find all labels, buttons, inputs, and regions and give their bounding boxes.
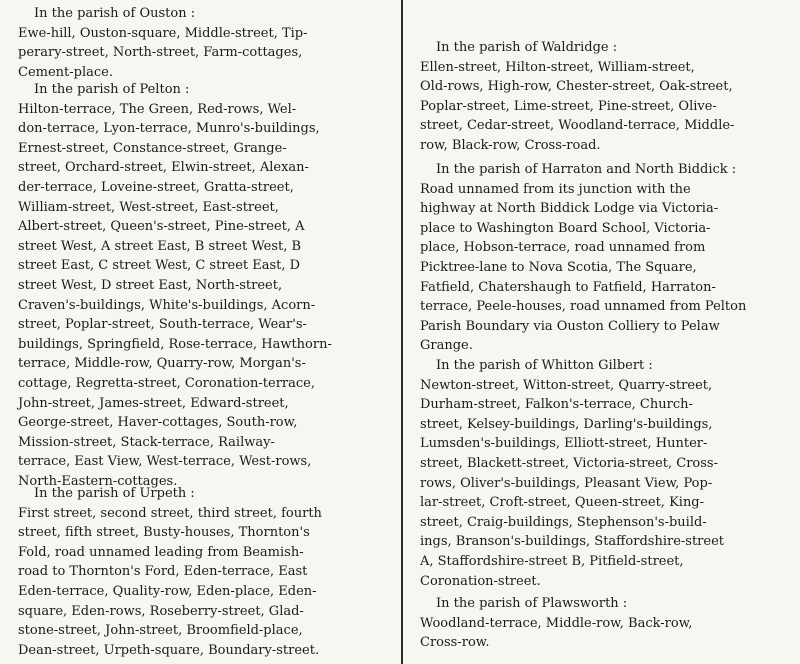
- street-list-line: square, Eden-rows, Roseberry-street, Glad-: [18, 603, 304, 619]
- street-list-line: Newton-street, Witton-street, Quarry-street,: [420, 377, 713, 393]
- street-list-line: North-Eastern-cottages.: [18, 473, 178, 489]
- street-list-line: Ellen-street, Hilton-street, William-street,: [420, 59, 695, 75]
- street-list-line: Road unnamed from its junction with the: [420, 181, 691, 197]
- right-section-2: [416, 160, 786, 356]
- street-list-line: Durham-street, Falkon's-terrace, Church-: [420, 397, 693, 413]
- street-list-line: First street, second street, third street, fourth: [18, 505, 322, 521]
- street-list-line: street, Orchard-street, Elwin-street, Alexan-: [18, 160, 309, 176]
- street-list-line: Picktree-lane to Nova Scotia, The Square,: [420, 259, 697, 275]
- left-section-1: [14, 4, 384, 82]
- right-section-3: [416, 356, 786, 591]
- street-list: [14, 504, 384, 661]
- street-list-line: street, Blackett-street, Victoria-street, Cross-: [420, 455, 718, 471]
- parish-heading: In the parish of Harraton and North Biddick :: [436, 162, 737, 177]
- street-list-line: John-street, James-street, Edward-street,: [18, 395, 289, 411]
- street-list-line: Cement-place.: [18, 64, 113, 80]
- parish-heading: In the parish of Plawsworth :: [436, 596, 628, 611]
- street-list-line: William-street, West-street, East-street,: [18, 199, 279, 215]
- street-list-line: street, Cedar-street, Woodland-terrace, Middle-: [420, 118, 735, 134]
- street-list-line: stone-street, John-street, Broomfield-place,: [18, 623, 303, 639]
- parish-heading: In the parish of Whitton Gilbert :: [436, 358, 653, 373]
- street-list-line: Fatfield, Chatershaugh to Fatfield, Harraton-: [420, 279, 716, 295]
- street-list-line: place to Washington Board School, Victoria-: [420, 220, 711, 236]
- street-list-line: Hilton-terrace, The Green, Red-rows, Wel-: [18, 101, 297, 117]
- parish-heading: In the parish of Ouston :: [34, 6, 196, 21]
- street-list-line: road to Thornton's Ford, Eden-terrace, East: [18, 564, 308, 580]
- street-list-line: street East, C street West, C street East, D: [18, 258, 301, 274]
- street-list-line: street, Kelsey-buildings, Darling's-buildings,: [420, 416, 713, 432]
- street-list-line: Old-rows, High-row, Chester-street, Oak-street,: [420, 79, 733, 95]
- street-list-line: place, Hobson-terrace, road unnamed from: [420, 240, 706, 256]
- right-section-4: [416, 594, 786, 653]
- street-list-line: ings, Branson's-buildings, Staffordshire-street: [420, 534, 725, 550]
- street-list-line: buildings, Springfield, Rose-terrace, Hawthorn-: [18, 336, 332, 352]
- street-list-line: der-terrace, Loveine-street, Gratta-street,: [18, 179, 294, 195]
- street-list-line: street, Poplar-street, South-terrace, Wear's-: [18, 317, 307, 333]
- street-list-line: street, fifth street, Busty-houses, Thornton's: [18, 525, 310, 541]
- street-list: [416, 58, 786, 156]
- street-list-line: lar-street, Croft-street, Queen-street, King-: [420, 495, 705, 511]
- left-section-3: [14, 484, 384, 660]
- street-list-line: row, Black-row, Cross-road.: [420, 137, 601, 153]
- street-list-line: Cross-row.: [420, 635, 490, 651]
- street-list-line: A, Staffordshire-street B, Pitfield-street,: [420, 553, 684, 569]
- street-list-line: Parish Boundary via Ouston Colliery to Pelaw: [420, 318, 720, 334]
- street-list-line: Grange.: [420, 338, 473, 354]
- street-list-line: Craven's-buildings, White's-buildings, Acorn-: [18, 297, 316, 313]
- street-list-line: Eden-terrace, Quality-row, Eden-place, Eden-: [18, 583, 317, 599]
- street-list-line: Ewe-hill, Ouston-square, Middle-street, Tip-: [18, 25, 308, 41]
- street-list-line: street West, A street East, B street West, B: [18, 238, 302, 254]
- street-list-line: Woodland-terrace, Middle-row, Back-row,: [420, 615, 693, 631]
- street-list-line: Fold, road unnamed leading from Beamish-: [18, 544, 304, 560]
- street-list-line: Dean-street, Urpeth-square, Boundary-street.: [18, 642, 320, 658]
- street-list-line: rows, Oliver's-buildings, Pleasant View, Pop-: [420, 475, 713, 491]
- street-list: [416, 376, 786, 592]
- street-list: [14, 100, 384, 492]
- street-list: [416, 180, 786, 356]
- street-list-line: George-street, Haver-cottages, South-row,: [18, 415, 298, 431]
- street-list-line: Lumsden's-buildings, Elliott-street, Hunter-: [420, 436, 708, 452]
- street-list-line: terrace, Middle-row, Quarry-row, Morgan's-: [18, 356, 306, 372]
- street-list-line: highway at North Biddick Lodge via Victoria-: [420, 201, 719, 217]
- left-section-2: [14, 80, 384, 491]
- parish-heading: In the parish of Pelton :: [34, 82, 190, 97]
- parish-heading: In the parish of Urpeth :: [34, 486, 195, 501]
- street-list-line: Albert-street, Queen's-street, Pine-street, A: [18, 219, 305, 235]
- street-list-line: Mission-street, Stack-terrace, Railway-: [18, 434, 275, 450]
- column-divider: [401, 0, 403, 664]
- street-list-line: terrace, East View, West-terrace, West-rows,: [18, 454, 312, 470]
- parish-heading: In the parish of Waldridge :: [436, 40, 618, 55]
- street-list: [14, 24, 384, 83]
- street-list-line: Ernest-street, Constance-street, Grange-: [18, 140, 287, 156]
- street-list-line: Coronation-street.: [420, 573, 541, 589]
- street-list-line: Poplar-street, Lime-street, Pine-street, Olive-: [420, 98, 717, 114]
- street-list-line: terrace, Peele-houses, road unnamed from Pelton: [420, 299, 747, 315]
- street-list-line: cottage, Regretta-street, Coronation-terrace,: [18, 375, 315, 391]
- street-list-line: don-terrace, Lyon-terrace, Munro's-buildings,: [18, 121, 320, 137]
- street-list: [416, 614, 786, 653]
- street-list-line: street, Craig-buildings, Stephenson's-build-: [420, 514, 707, 530]
- street-list-line: perary-street, North-street, Farm-cottages,: [18, 45, 303, 61]
- street-list-line: street West, D street East, North-street,: [18, 277, 283, 293]
- right-section-1: [416, 38, 786, 156]
